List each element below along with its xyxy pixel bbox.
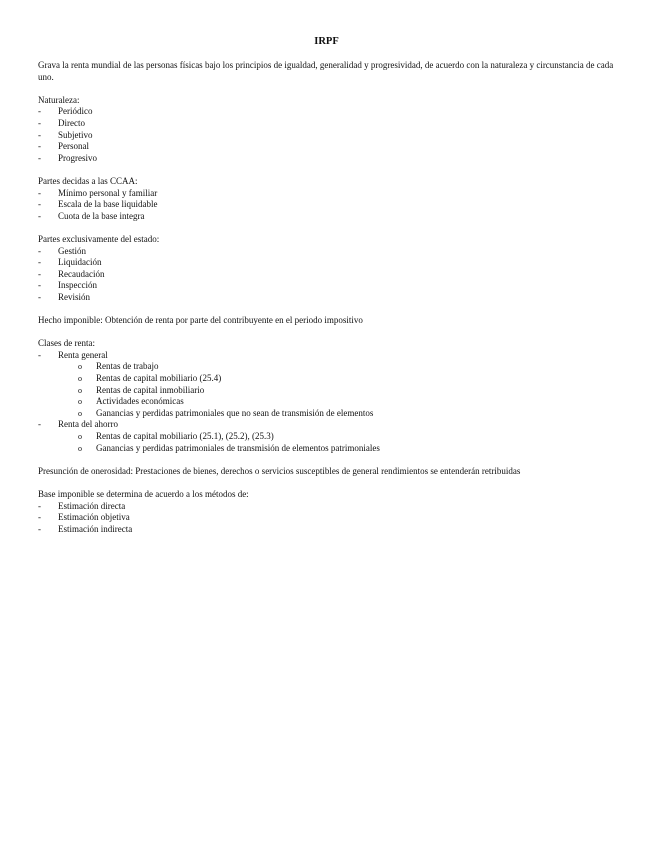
dash-marker: - bbox=[38, 129, 41, 140]
dash-marker: - bbox=[38, 512, 41, 523]
clases-heading: Clases de renta: bbox=[38, 338, 95, 349]
sub-list-item: o Ganancias y perdidas patrimoniales de transmisión de elementos patrimoniales bbox=[78, 442, 380, 453]
sub-list-item: o Rentas de trabajo bbox=[78, 361, 159, 372]
sub-list-item: o Rentas de capital mobiliario (25.4) bbox=[78, 373, 222, 384]
dash-marker: - bbox=[38, 500, 41, 511]
list-item: - Renta general bbox=[38, 349, 108, 360]
dash-marker: - bbox=[38, 257, 41, 268]
list-item: - Estimación indirecta bbox=[38, 523, 133, 534]
list-item: - Gestión bbox=[38, 245, 86, 256]
ccaa-heading: Partes decidas a las CCAA: bbox=[38, 175, 138, 186]
base-list bbox=[38, 501, 615, 536]
hecho-imponible: Hecho imponible: Obtención de renta por parte del contribuyente en el periodo impositivo bbox=[38, 315, 363, 326]
sub-list-item: o Rentas de capital mobiliario (25.1), (25.2), (25.3) bbox=[78, 431, 274, 441]
list-item: - Subjetivo bbox=[38, 129, 93, 140]
list-item: - Personal bbox=[38, 141, 89, 152]
dash-marker: - bbox=[38, 106, 41, 117]
dash-marker: - bbox=[38, 419, 41, 430]
circle-marker: o bbox=[78, 385, 82, 395]
list-item: - Progresivo bbox=[38, 152, 97, 163]
dash-marker: - bbox=[38, 349, 41, 360]
dash-marker: - bbox=[38, 141, 41, 152]
intro-paragraph: Grava la renta mundial de las personas físicas bajo los principios de igualdad, generalidad y progresividad, de acuerdo con la naturaleza y circunstancia de cada uno. bbox=[38, 60, 614, 82]
estado-list bbox=[38, 246, 615, 304]
list-item: - Cuota de la base integra bbox=[38, 210, 145, 221]
circle-marker: o bbox=[78, 374, 82, 384]
list-item: - Escala de la base liquidable bbox=[38, 199, 158, 210]
list-item: - Renta del ahorro bbox=[38, 419, 118, 430]
naturaleza-list bbox=[38, 106, 615, 164]
list-item: - Liquidación bbox=[38, 257, 102, 268]
sub-list-item: o Actividades económicas bbox=[78, 396, 184, 407]
dash-marker: - bbox=[38, 523, 41, 534]
dash-marker: - bbox=[38, 117, 41, 128]
circle-marker: o bbox=[78, 432, 82, 441]
list-item: - Periódico bbox=[38, 106, 93, 117]
ccaa-list bbox=[38, 188, 615, 223]
list-item: - Estimación objetiva bbox=[38, 512, 130, 523]
estado-heading: Partes exclusivamente del estado: bbox=[38, 233, 160, 244]
presuncion-onerosidad: Presunción de onerosidad: Prestaciones de bienes, derechos o servicios susceptibles de general rendimientos se entenderán retribuidas bbox=[38, 465, 521, 476]
dash-marker: - bbox=[38, 280, 41, 291]
dash-marker: - bbox=[38, 187, 41, 198]
list-item: - Directo bbox=[38, 117, 85, 128]
dash-marker: - bbox=[38, 210, 41, 221]
circle-marker: o bbox=[78, 443, 82, 453]
dash-marker: - bbox=[38, 268, 41, 279]
list-item: - Revisión bbox=[38, 291, 91, 302]
dash-marker: - bbox=[38, 199, 41, 210]
dash-marker: - bbox=[38, 245, 41, 256]
naturaleza-heading: Naturaleza: bbox=[38, 94, 80, 105]
list-item: - Inspección bbox=[38, 280, 97, 291]
sub-list-item: o Rentas de capital inmobiliario bbox=[78, 384, 205, 395]
document-title: IRPF bbox=[314, 36, 339, 47]
clases-list bbox=[38, 350, 615, 454]
dash-marker: - bbox=[38, 291, 41, 302]
circle-marker: o bbox=[78, 397, 82, 407]
list-item: - Mínimo personal y familiar bbox=[38, 187, 158, 198]
circle-marker: o bbox=[78, 408, 82, 418]
list-item: - Estimación directa bbox=[38, 500, 126, 511]
list-item: - Recaudación bbox=[38, 268, 105, 279]
sub-list-item: o Ganancias y perdidas patrimoniales que no sean de transmisión de elementos bbox=[78, 407, 374, 418]
dash-marker: - bbox=[38, 152, 41, 163]
base-heading: Base imponible se determina de acuerdo a los métodos de: bbox=[38, 488, 249, 499]
circle-marker: o bbox=[78, 362, 82, 372]
